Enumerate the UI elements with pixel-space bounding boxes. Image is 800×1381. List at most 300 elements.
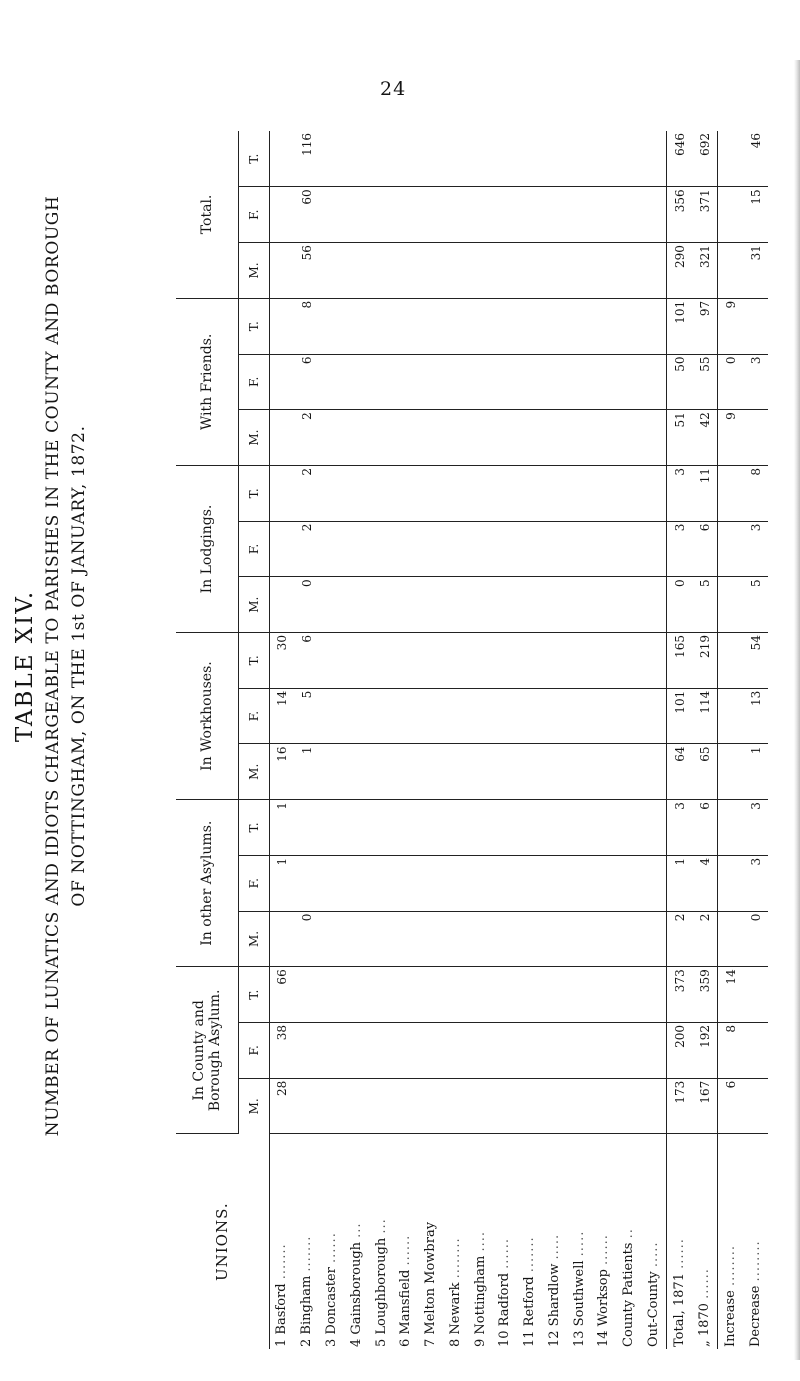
value-cell — [443, 354, 468, 410]
value-cell — [543, 187, 568, 243]
value-cell — [320, 521, 345, 577]
value-cell: 173 — [667, 1078, 692, 1134]
value-cell — [270, 410, 295, 466]
value-cell — [493, 465, 518, 521]
value-cell: 0 — [743, 911, 768, 967]
leader-dots: ...... — [497, 1238, 513, 1269]
row-number: 13 — [571, 1330, 587, 1347]
subheader-m: M. — [239, 911, 270, 967]
table-row — [394, 131, 419, 1349]
subheader-m: M. — [239, 243, 270, 299]
subheader-f: F. — [239, 354, 270, 410]
row-number: 5 — [373, 1338, 389, 1347]
value-cell: 1 — [270, 855, 295, 911]
value-cell — [493, 243, 518, 299]
union-name-cell — [344, 1134, 369, 1349]
value-cell: 66 — [270, 967, 295, 1023]
value-cell: 6 — [692, 800, 717, 856]
value-cell — [592, 354, 617, 410]
value-cell — [592, 1023, 617, 1079]
value-cell — [592, 688, 617, 744]
value-cell — [567, 298, 592, 354]
value-cell: 13 — [743, 688, 768, 744]
change-row — [718, 131, 743, 1349]
value-cell — [320, 744, 345, 800]
value-cell — [592, 298, 617, 354]
value-cell — [443, 633, 468, 689]
value-cell — [518, 744, 543, 800]
row-number: 1 — [274, 1338, 290, 1347]
value-cell — [443, 744, 468, 800]
value-cell — [344, 633, 369, 689]
value-cell: 15 — [743, 187, 768, 243]
table-row — [419, 131, 444, 1349]
value-cell — [443, 298, 468, 354]
value-cell: 64 — [667, 744, 692, 800]
value-cell — [270, 521, 295, 577]
value-cell — [543, 911, 568, 967]
value-cell — [617, 633, 642, 689]
value-cell: 55 — [692, 354, 717, 410]
value-cell — [518, 187, 543, 243]
value-cell — [369, 688, 394, 744]
value-cell: 8 — [295, 298, 320, 354]
value-cell — [518, 1078, 543, 1134]
value-cell — [592, 410, 617, 466]
value-cell — [320, 131, 345, 187]
value-cell — [642, 243, 667, 299]
value-cell — [394, 577, 419, 633]
value-cell — [617, 967, 642, 1023]
union-name-cell — [369, 1134, 394, 1349]
row-label: Gainsborough — [348, 1241, 364, 1335]
value-cell — [419, 1023, 444, 1079]
value-cell — [592, 577, 617, 633]
value-cell — [419, 465, 444, 521]
subheader-f: F. — [239, 688, 270, 744]
table-row — [567, 131, 592, 1349]
value-cell — [518, 577, 543, 633]
row-label: Loughborough — [373, 1237, 389, 1335]
value-cell — [567, 967, 592, 1023]
value-cell — [718, 911, 743, 967]
value-cell — [344, 577, 369, 633]
value-cell — [468, 967, 493, 1023]
value-cell — [344, 855, 369, 911]
value-cell — [295, 800, 320, 856]
value-cell: 0 — [295, 911, 320, 967]
value-cell — [394, 243, 419, 299]
value-cell: 2 — [667, 911, 692, 967]
value-cell — [617, 1023, 642, 1079]
leader-dots: .. — [621, 1228, 637, 1239]
value-cell — [443, 967, 468, 1023]
value-cell — [592, 521, 617, 577]
subheader-m: M. — [239, 410, 270, 466]
value-cell — [718, 131, 743, 187]
value-cell: 114 — [692, 688, 717, 744]
value-cell — [443, 855, 468, 911]
value-cell — [369, 800, 394, 856]
value-cell: 692 — [692, 131, 717, 187]
value-cell: 46 — [743, 131, 768, 187]
value-cell — [642, 465, 667, 521]
value-cell — [642, 633, 667, 689]
value-cell — [718, 465, 743, 521]
value-cell — [567, 354, 592, 410]
value-cell — [369, 298, 394, 354]
value-cell — [543, 354, 568, 410]
value-cell: 16 — [270, 744, 295, 800]
leader-dots: ...... — [398, 1234, 414, 1266]
value-cell — [419, 577, 444, 633]
union-name-cell — [419, 1134, 444, 1349]
value-cell: 1 — [667, 855, 692, 911]
value-cell — [567, 243, 592, 299]
row-number: 2 — [299, 1338, 315, 1347]
value-cell — [567, 465, 592, 521]
group-header-total: Total. — [176, 131, 239, 298]
row-label: Total, 1871 — [671, 1273, 687, 1347]
value-cell: 3 — [743, 800, 768, 856]
table-subtitle-line1: NUMBER OF LUNATICS AND IDIOTS CHARGEABLE TO PARISHES IN THE COUNTY AND BOROUGH — [43, 195, 63, 1137]
value-cell — [567, 577, 592, 633]
value-cell: 3 — [667, 465, 692, 521]
value-cell — [270, 298, 295, 354]
value-cell — [567, 688, 592, 744]
value-cell — [419, 187, 444, 243]
leader-dots: ........ — [447, 1237, 463, 1279]
value-cell — [718, 577, 743, 633]
value-cell: 56 — [295, 243, 320, 299]
value-cell — [344, 131, 369, 187]
value-cell — [617, 577, 642, 633]
value-cell — [344, 521, 369, 577]
statistics-table — [176, 131, 768, 1349]
table-row — [295, 131, 320, 1349]
value-cell: 54 — [743, 633, 768, 689]
value-cell — [468, 800, 493, 856]
value-cell — [270, 354, 295, 410]
table-row — [344, 131, 369, 1349]
value-cell — [718, 800, 743, 856]
value-cell — [344, 410, 369, 466]
leader-dots: ..... — [571, 1230, 587, 1257]
value-cell: 60 — [295, 187, 320, 243]
value-cell — [320, 688, 345, 744]
value-cell: 65 — [692, 744, 717, 800]
union-name-cell — [270, 1134, 295, 1349]
value-cell — [592, 1078, 617, 1134]
value-cell — [443, 243, 468, 299]
value-cell — [419, 911, 444, 967]
value-cell: 9 — [718, 298, 743, 354]
value-cell — [419, 855, 444, 911]
union-name-cell — [394, 1134, 419, 1349]
value-cell — [493, 521, 518, 577]
value-cell — [567, 1023, 592, 1079]
value-cell — [567, 187, 592, 243]
value-cell — [642, 354, 667, 410]
row-label: Melton Mowbray — [423, 1221, 439, 1335]
value-cell — [567, 410, 592, 466]
value-cell — [543, 1023, 568, 1079]
value-cell — [443, 465, 468, 521]
value-cell — [394, 410, 419, 466]
value-cell — [567, 911, 592, 967]
value-cell — [567, 744, 592, 800]
leader-dots: ...... — [324, 1232, 340, 1263]
value-cell — [743, 1023, 768, 1079]
value-cell — [617, 744, 642, 800]
value-cell — [419, 521, 444, 577]
value-cell: 5 — [295, 688, 320, 744]
value-cell — [642, 131, 667, 187]
value-cell — [369, 354, 394, 410]
value-cell: 6 — [718, 1078, 743, 1134]
value-cell — [468, 577, 493, 633]
value-cell — [642, 911, 667, 967]
value-cell — [518, 633, 543, 689]
value-cell: 1 — [743, 744, 768, 800]
union-name-cell — [518, 1134, 543, 1349]
value-cell — [642, 744, 667, 800]
value-cell — [493, 298, 518, 354]
value-cell — [567, 521, 592, 577]
value-cell: 2 — [692, 911, 717, 967]
leader-dots: ........ — [747, 1240, 763, 1282]
value-cell — [518, 354, 543, 410]
value-cell — [592, 633, 617, 689]
row-number: 3 — [324, 1338, 340, 1347]
value-cell — [394, 633, 419, 689]
row-number: 14 — [596, 1330, 612, 1347]
value-cell — [369, 465, 394, 521]
value-cell: 14 — [270, 688, 295, 744]
value-cell — [394, 1023, 419, 1079]
value-cell — [419, 410, 444, 466]
union-name-cell — [617, 1134, 642, 1349]
value-cell — [394, 967, 419, 1023]
value-cell — [468, 1023, 493, 1079]
value-cell — [543, 243, 568, 299]
value-cell — [344, 354, 369, 410]
union-name-cell — [443, 1134, 468, 1349]
value-cell — [344, 187, 369, 243]
value-cell — [369, 243, 394, 299]
value-cell — [443, 187, 468, 243]
value-cell: 0 — [295, 577, 320, 633]
value-cell — [718, 744, 743, 800]
value-cell — [419, 800, 444, 856]
union-name-cell — [667, 1134, 692, 1349]
value-cell — [567, 800, 592, 856]
value-cell — [419, 298, 444, 354]
value-cell: 2 — [295, 465, 320, 521]
leader-dots: ... — [348, 1222, 364, 1238]
value-cell: 321 — [692, 243, 717, 299]
value-cell — [394, 911, 419, 967]
value-cell — [617, 1078, 642, 1134]
value-cell: 165 — [667, 633, 692, 689]
value-cell — [543, 855, 568, 911]
subheader-m: M. — [239, 744, 270, 800]
leader-dots: ....... — [299, 1235, 315, 1272]
subheader-f: F. — [239, 855, 270, 911]
value-cell: 11 — [692, 465, 717, 521]
row-label: Southwell — [571, 1260, 587, 1327]
value-cell — [419, 354, 444, 410]
value-cell — [743, 1078, 768, 1134]
value-cell: 3 — [743, 855, 768, 911]
value-cell — [493, 1078, 518, 1134]
value-cell — [617, 131, 642, 187]
value-cell — [320, 800, 345, 856]
value-cell: 116 — [295, 131, 320, 187]
value-cell — [344, 911, 369, 967]
value-cell — [320, 1078, 345, 1134]
value-cell — [543, 967, 568, 1023]
subheader-t: T. — [239, 967, 270, 1023]
value-cell — [642, 688, 667, 744]
value-cell: 219 — [692, 633, 717, 689]
value-cell — [295, 967, 320, 1023]
value-cell — [493, 633, 518, 689]
value-cell — [617, 354, 642, 410]
value-cell: 290 — [667, 243, 692, 299]
subheader-f: F. — [239, 1023, 270, 1079]
union-name-cell — [718, 1134, 743, 1349]
value-cell — [743, 298, 768, 354]
table-row — [518, 131, 543, 1349]
row-label: Retford — [522, 1276, 538, 1327]
value-cell — [493, 855, 518, 911]
value-cell — [369, 744, 394, 800]
value-cell — [468, 187, 493, 243]
union-name-cell — [468, 1134, 493, 1349]
value-cell: 38 — [270, 1023, 295, 1079]
value-cell — [419, 633, 444, 689]
value-cell: 8 — [743, 465, 768, 521]
value-cell — [617, 243, 642, 299]
union-name-cell — [295, 1134, 320, 1349]
value-cell — [344, 298, 369, 354]
value-cell — [518, 243, 543, 299]
leader-dots: ... — [373, 1218, 389, 1234]
value-cell: 31 — [743, 243, 768, 299]
value-cell: 2 — [295, 521, 320, 577]
value-cell — [592, 187, 617, 243]
value-cell — [369, 577, 394, 633]
value-cell — [394, 688, 419, 744]
union-name-cell — [567, 1134, 592, 1349]
value-cell: 8 — [718, 1023, 743, 1079]
value-cell: 1 — [295, 744, 320, 800]
value-cell — [518, 855, 543, 911]
row-number: 8 — [447, 1338, 463, 1347]
leader-dots: ........ — [722, 1244, 738, 1287]
subheader-t: T. — [239, 131, 270, 187]
value-cell — [320, 243, 345, 299]
value-cell — [543, 1078, 568, 1134]
value-cell — [493, 744, 518, 800]
value-cell — [518, 911, 543, 967]
value-cell: 167 — [692, 1078, 717, 1134]
subheader-t: T. — [239, 633, 270, 689]
table-row — [468, 131, 493, 1349]
value-cell — [394, 187, 419, 243]
row-label: Doncaster — [324, 1267, 340, 1335]
value-cell — [270, 911, 295, 967]
subheader-t: T. — [239, 298, 270, 354]
subheader-m: M. — [239, 577, 270, 633]
value-cell: 3 — [667, 521, 692, 577]
subheader-t: T. — [239, 465, 270, 521]
union-name-cell — [320, 1134, 345, 1349]
value-cell — [320, 410, 345, 466]
value-cell — [617, 298, 642, 354]
value-cell: 9 — [718, 410, 743, 466]
value-cell: 6 — [295, 354, 320, 410]
value-cell — [270, 577, 295, 633]
value-cell — [543, 298, 568, 354]
value-cell — [493, 967, 518, 1023]
value-cell — [743, 967, 768, 1023]
value-cell — [493, 354, 518, 410]
value-cell — [369, 131, 394, 187]
value-cell — [567, 855, 592, 911]
value-cell — [617, 521, 642, 577]
value-cell — [394, 465, 419, 521]
value-cell — [518, 1023, 543, 1079]
value-cell — [468, 298, 493, 354]
table-subtitle-line2: OF NOTTINGHAM, ON THE 1st OF JANUARY, 1872. — [69, 425, 89, 907]
value-cell — [369, 633, 394, 689]
value-cell — [443, 131, 468, 187]
row-number: 4 — [348, 1338, 364, 1347]
value-cell — [295, 1078, 320, 1134]
value-cell — [369, 911, 394, 967]
value-cell — [617, 800, 642, 856]
total-row — [667, 131, 692, 1349]
row-label: „ 1870 — [696, 1303, 712, 1347]
value-cell — [642, 521, 667, 577]
table-row — [592, 131, 617, 1349]
table-row — [270, 131, 295, 1349]
value-cell — [493, 187, 518, 243]
value-cell — [592, 465, 617, 521]
value-cell — [419, 131, 444, 187]
value-cell — [567, 1078, 592, 1134]
value-cell — [743, 410, 768, 466]
value-cell: 42 — [692, 410, 717, 466]
value-cell — [320, 465, 345, 521]
table-row — [369, 131, 394, 1349]
unions-header: UNIONS. — [176, 1134, 270, 1349]
table-row — [642, 131, 667, 1349]
value-cell — [617, 187, 642, 243]
value-cell — [443, 410, 468, 466]
value-cell — [468, 855, 493, 911]
value-cell — [394, 354, 419, 410]
value-cell — [344, 800, 369, 856]
value-cell — [344, 243, 369, 299]
value-cell — [642, 577, 667, 633]
value-cell — [592, 243, 617, 299]
table-row — [443, 131, 468, 1349]
row-label: Out-County — [646, 1271, 662, 1347]
leader-dots: ...... — [596, 1234, 612, 1265]
